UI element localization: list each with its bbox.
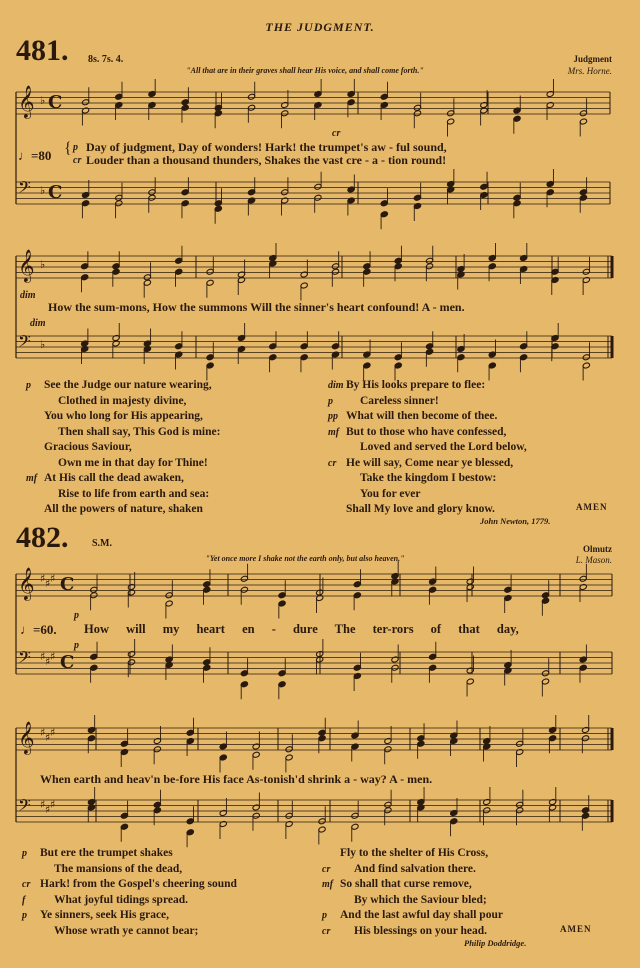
verse-line	[44, 440, 220, 456]
lyric-line-1-verse-1: Day of judgment, Day of wonders! Hark! the trumpet's aw - ful sound,	[86, 140, 447, 154]
hymn-number-481: 481.	[16, 34, 69, 67]
verse-text: By which the Saviour bled;	[354, 893, 487, 906]
svg-text:♭: ♭	[40, 94, 46, 107]
epigraph-482: "Yet once more I shake not the earth only, but also heaven."	[205, 554, 405, 563]
verse-line	[44, 502, 220, 518]
verse-text: Loved and served the Lord below,	[360, 441, 527, 453]
verse-text: And the last awful day shall pour	[340, 909, 503, 921]
verse-line	[322, 862, 503, 878]
verses-482-left	[22, 846, 237, 939]
verse-line	[22, 877, 237, 893]
dynamic-mark: dim	[30, 318, 46, 329]
composer-482: L. Mason.	[575, 555, 612, 565]
svg-text:𝄢: 𝄢	[18, 177, 31, 201]
verse-line	[44, 409, 220, 425]
hymn-meter-481: 8s. 7s. 4.	[88, 54, 124, 65]
verse-text: The mansions of the dead,	[54, 862, 183, 875]
svg-text:𝄞: 𝄞	[18, 721, 35, 754]
verse-line	[22, 846, 237, 862]
verses-482-right	[322, 846, 503, 939]
dynamic-mark: dim	[328, 380, 344, 391]
verse-line	[328, 409, 527, 425]
verse-line	[346, 471, 527, 487]
svg-text:♯: ♯	[40, 650, 46, 663]
tempo-marking-481: ♩=80	[18, 148, 52, 163]
lyric-line-2: How the sum-mons, How the summons Will the sinner's heart confound! A - men.	[48, 300, 465, 314]
tempo-marking-482: ♩=60.	[20, 622, 57, 637]
verse-text: You for ever	[360, 487, 421, 500]
dynamic-mark: f	[22, 894, 26, 906]
verse-text: His blessings on your head.	[354, 924, 488, 937]
dynamic-mark: cr	[22, 879, 31, 890]
svg-text:♯: ♯	[50, 798, 56, 811]
svg-text:♯: ♯	[50, 572, 56, 585]
dynamic-mark: p	[322, 910, 327, 921]
verse-line	[22, 908, 237, 924]
verse-text: He will say, Come near ye blessed,	[346, 456, 514, 469]
attribution-481: John Newton, 1779.	[480, 516, 551, 526]
verse-text: And find salvation there.	[354, 862, 476, 875]
verse-line	[340, 893, 503, 909]
dynamic-mark: mf	[328, 426, 340, 438]
verse-line	[346, 487, 527, 503]
verse-text: Rise to life from earth and sea:	[58, 487, 210, 500]
dynamic-mark: pp	[328, 411, 338, 422]
svg-text:♭: ♭	[40, 338, 46, 351]
verses-481-right	[328, 378, 527, 518]
svg-text:♯: ♯	[45, 655, 51, 668]
lyric-line-1: How will my heart en - dure The ter-rors of that day,	[84, 622, 519, 636]
amen-482: AMEN	[560, 924, 592, 934]
verse-line	[328, 456, 527, 472]
dynamic-mark: cr	[73, 155, 82, 166]
dynamic-mark: cr	[328, 457, 337, 469]
dynamic-mark: p	[22, 910, 27, 921]
verse-text: But to those who have confessed,	[346, 425, 507, 438]
verse-text: Gracious Saviour,	[44, 441, 132, 453]
verse-line	[44, 456, 220, 472]
verse-line	[328, 394, 527, 410]
svg-text:𝄢: 𝄢	[18, 795, 31, 819]
svg-text:♯: ♯	[50, 650, 56, 663]
composer-481: Mrs. Horne.	[567, 66, 612, 76]
hymn-meter-482: S.M.	[92, 538, 112, 549]
tune-name-481: Judgment	[573, 54, 612, 64]
svg-text:C: C	[48, 92, 63, 113]
svg-text:♭: ♭	[40, 258, 46, 271]
verse-line	[322, 908, 503, 924]
verse-text: Own me in that day for Thine!	[58, 456, 208, 469]
svg-text:♯: ♯	[40, 798, 46, 811]
svg-text:C: C	[60, 652, 75, 673]
verse-line	[44, 425, 220, 441]
verse-text: So shall that curse remove,	[340, 878, 472, 890]
dynamic-mark: p	[73, 142, 78, 153]
lyric-line-2: When earth and heav'n be-fore His face As-tonish'd shrink a - way? A - men.	[40, 772, 433, 786]
svg-text:♯: ♯	[45, 731, 51, 744]
verse-text: All the powers of nature, shaken	[44, 503, 203, 515]
verse-line	[44, 394, 220, 410]
verse-text: What joyful tidings spread.	[54, 893, 188, 906]
verse-line	[322, 924, 503, 940]
verse-text: What will then become of thee.	[346, 410, 498, 422]
verse-text: Whose wrath ye cannot bear;	[54, 924, 199, 937]
svg-text:♯: ♯	[45, 803, 51, 816]
tune-name-482: Olmutz	[583, 544, 612, 554]
verse-line	[328, 425, 527, 441]
verse-text: Fly to the shelter of His Cross,	[340, 847, 489, 859]
verse-line	[26, 378, 220, 394]
svg-text:♯: ♯	[40, 726, 46, 739]
dynamic-mark: p	[74, 640, 79, 651]
verse-text: Take the kingdom I bestow:	[360, 472, 497, 484]
svg-text:C: C	[60, 574, 75, 595]
svg-text:𝄞: 𝄞	[18, 249, 35, 282]
epigraph-481: "All that are in their graves shall hear His voice, and shall come forth."	[186, 66, 424, 75]
verse-text: Clothed in majesty divine,	[58, 394, 187, 407]
verse-line	[346, 440, 527, 456]
svg-text:♭: ♭	[40, 184, 46, 197]
verses-481-left	[26, 378, 221, 518]
dynamic-mark: p	[74, 610, 79, 621]
verse-line	[22, 893, 237, 909]
verse-text: But ere the trumpet shakes	[40, 847, 173, 859]
dynamic-mark: p	[22, 848, 27, 859]
dynamic-mark: mf	[26, 473, 38, 484]
svg-text:♯: ♯	[40, 572, 46, 585]
attribution-482: Philip Doddridge.	[464, 938, 527, 948]
verse-brace: {	[64, 140, 72, 157]
svg-text:𝄢: 𝄢	[18, 647, 31, 671]
verse-text: See the Judge our nature wearing,	[44, 379, 212, 391]
verse-line	[328, 378, 527, 394]
dynamic-mark: cr	[322, 863, 331, 875]
dynamic-mark: p	[26, 380, 31, 391]
svg-text:𝄞: 𝄞	[18, 85, 35, 118]
verse-text: By His looks prepare to flee:	[346, 379, 486, 391]
verse-text: Then shall say, This God is mine:	[58, 425, 221, 438]
svg-text:♯: ♯	[45, 577, 51, 590]
verse-text: Ye sinners, seek His grace,	[40, 909, 170, 921]
page-title: THE JUDGMENT.	[265, 20, 375, 34]
verse-line	[322, 877, 503, 893]
hymn-number-482: 482.	[16, 521, 69, 554]
verse-text: Hark! from the Gospel's cheering sound	[40, 878, 237, 890]
verse-line	[40, 924, 237, 940]
lyric-line-1-verse-2: Louder than a thousand thunders, Shakes the vast cre - a - tion round!	[86, 153, 447, 167]
svg-text:𝄞: 𝄞	[18, 567, 35, 600]
svg-text:♯: ♯	[50, 726, 56, 739]
verse-line	[340, 846, 503, 862]
svg-text:𝄢: 𝄢	[18, 331, 31, 355]
verse-line	[26, 471, 220, 487]
dynamic-mark: mf	[322, 879, 334, 890]
amen-481: AMEN	[576, 502, 608, 512]
dynamic-mark: p	[328, 395, 333, 407]
verse-text: Careless sinner!	[360, 394, 439, 407]
crescendo-mark: cr	[332, 128, 341, 139]
verse-line	[40, 862, 237, 878]
verse-text: You who long for His appearing,	[44, 410, 203, 422]
svg-text:C: C	[48, 182, 63, 203]
verse-line	[44, 487, 220, 503]
verse-text: At His call the dead awaken,	[44, 472, 184, 484]
dynamic-mark: dim	[20, 290, 36, 301]
verse-text: Shall My love and glory know.	[346, 503, 495, 515]
dynamic-mark: cr	[322, 925, 331, 937]
